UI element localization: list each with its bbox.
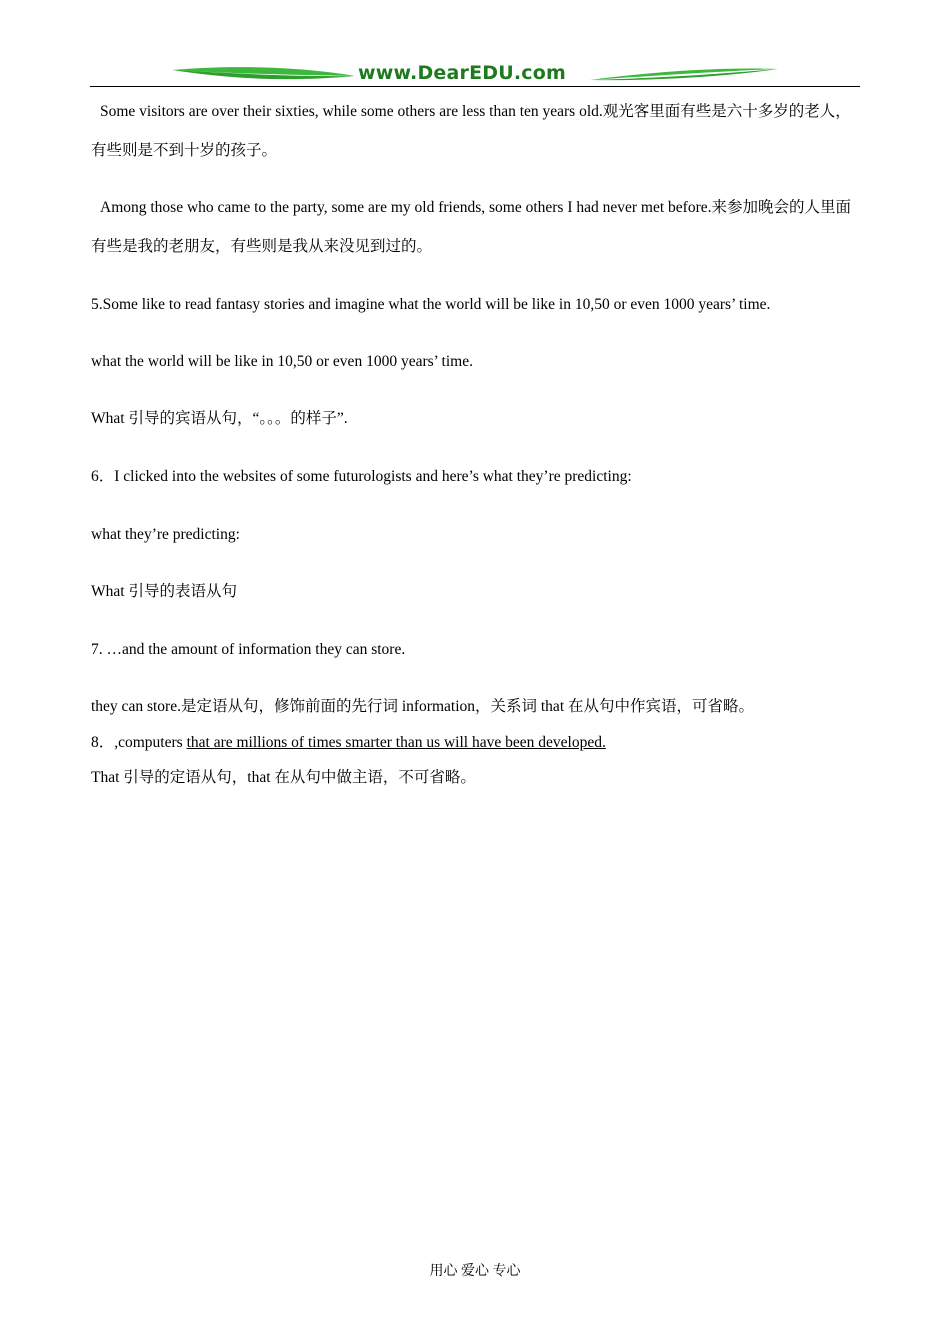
header-divider [90, 86, 860, 87]
paragraph-2: Among those who came to the party, some are my old friends, some others I had never met before.来参加晚会的人里面有些是我的老朋友，有些则是我从来没见到过的。 [91, 199, 851, 255]
page-footer: 用心 爱心 专心 [429, 1264, 521, 1279]
paragraph-12: That 引导的定语从句，that 在从句中做主语，不可省略。 [91, 769, 476, 786]
paragraph-7: what they’re predicting: [91, 526, 240, 543]
paragraph-11-underlined: that are millions of times smarter than us will have been developed. [186, 734, 606, 751]
site-logo-text: www.DearEDU.com [358, 62, 567, 84]
paragraph-11 [91, 723, 861, 762]
paragraph-1: Some visitors are over their sixties, while some others are less than ten years old.观光客里面有些是六十多岁的老人，有些则是不到十岁的孩子。 [91, 103, 851, 159]
paragraph-11-prefix: 8．,computers [91, 734, 187, 751]
paragraph-10: they can store.是定语从句，修饰前面的先行词 information，关系词 that 在从句中作宾语，可省略。 [91, 698, 754, 715]
paragraph-5: What 引导的宾语从句，“。。。的样子”. [91, 410, 348, 427]
paragraph-4: what the world will be like in 10,50 or even 1000 years’ time. [91, 353, 473, 370]
paragraph-6: 6．I clicked into the websites of some futurologists and here’s what they’re predicting: [91, 468, 632, 485]
paragraph-9: 7. …and the amount of information they can store. [91, 641, 406, 658]
paragraph-3: 5.Some like to read fantasy stories and imagine what the world will be like in 10,50 or even 1000 years’ time. [91, 296, 771, 313]
paragraph-8: What 引导的表语从句 [91, 583, 237, 600]
